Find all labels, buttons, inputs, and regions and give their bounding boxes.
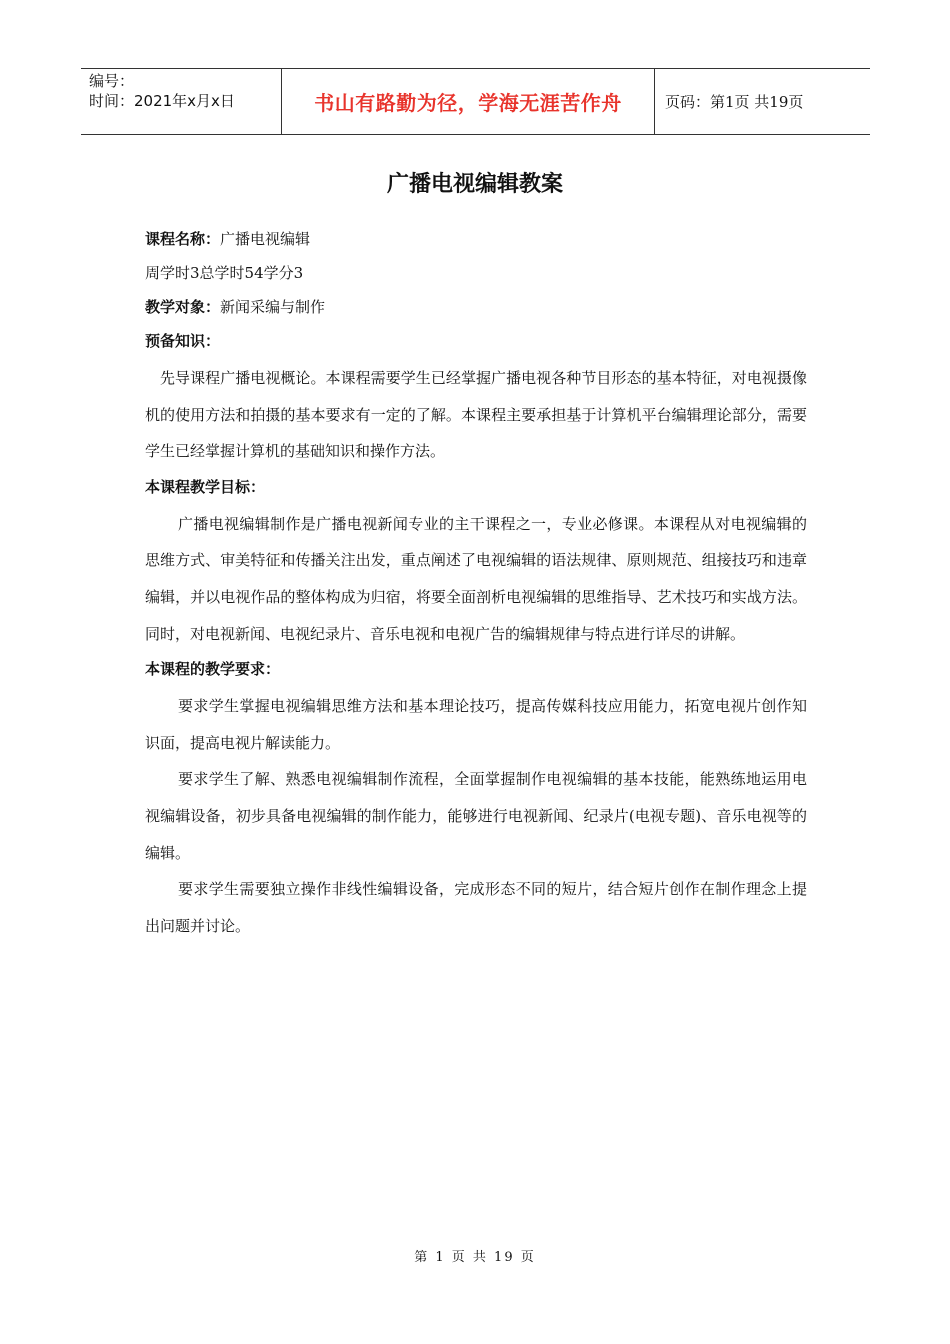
header-motto-cell <box>281 69 655 134</box>
page-footer: 第 1 页 共 19 页 <box>414 1250 536 1265</box>
requirements-heading: 本课程的教学要求： <box>145 660 281 679</box>
audience-line <box>145 290 807 324</box>
requirement-paragraph-2: 要求学生了解、熟悉电视编辑制作流程，全面掌握制作电视编辑的基本技能，能熟练地运用电视编辑设备，初步具备电视编辑的制作能力，能够进行电视新闻、纪录片(电视专题)、音乐电视等的编辑。 <box>145 770 807 862</box>
header-meta <box>81 69 281 134</box>
prereq-heading: 预备知识： <box>145 332 221 350</box>
header-motto: 书山有路勤为径，学海无涯苦作舟 <box>314 91 622 115</box>
page-header <box>81 68 870 135</box>
document-body <box>145 222 807 944</box>
goal-paragraph: 广播电视编辑制作是广播电视新闻专业的主干课程之一，专业必修课。本课程从对电视编辑的思维方式、审美特征和传播关注出发，重点阐述了电视编辑的语法规律、原则规范、组接技巧和违章编辑，并以电视作品的整体构成为归宿，将要全面剖析电视编辑的思维指导、艺术技巧和实战方法。同时，对电视新闻、电视纪录片、音乐电视和电视广告的编辑规律与特点进行详尽的讲解。 <box>145 514 807 643</box>
audience-value: 新闻采编与制作 <box>220 298 326 316</box>
goal-heading: 本课程教学目标： <box>145 477 266 496</box>
hours-line: 周学时3总学时54学分3 <box>145 264 304 282</box>
header-page-info: 页码：第1页 共19页 <box>665 93 804 111</box>
header-number-label: 编号： <box>89 72 135 90</box>
requirement-paragraph-1: 要求学生掌握电视编辑思维方法和基本理论技巧，提高传媒科技应用能力，拓宽电视片创作知识面，提高电视片解读能力。 <box>145 697 807 752</box>
header-date: 时间：2021年x月x日 <box>89 92 235 110</box>
course-name-value: 广播电视编辑 <box>220 230 311 248</box>
prereq-paragraph: 先导课程广播电视概论。本课程需要学生已经掌握广播电视各种节目形态的基本特征，对电视摄像机的使用方法和拍摄的基本要求有一定的了解。本课程主要承担基于计算机平台编辑理论部分，需要学生已经掌握计算机的基础知识和操作方法。 <box>145 369 807 461</box>
audience-label: 教学对象： <box>145 298 221 316</box>
document-title: 广播电视编辑教案 <box>386 172 563 197</box>
requirement-paragraph-3: 要求学生需要独立操作非线性编辑设备，完成形态不同的短片，结合短片创作在制作理念上提出问题并讨论。 <box>145 880 807 935</box>
course-name-label: 课程名称： <box>145 230 221 248</box>
course-name-line <box>145 222 807 256</box>
